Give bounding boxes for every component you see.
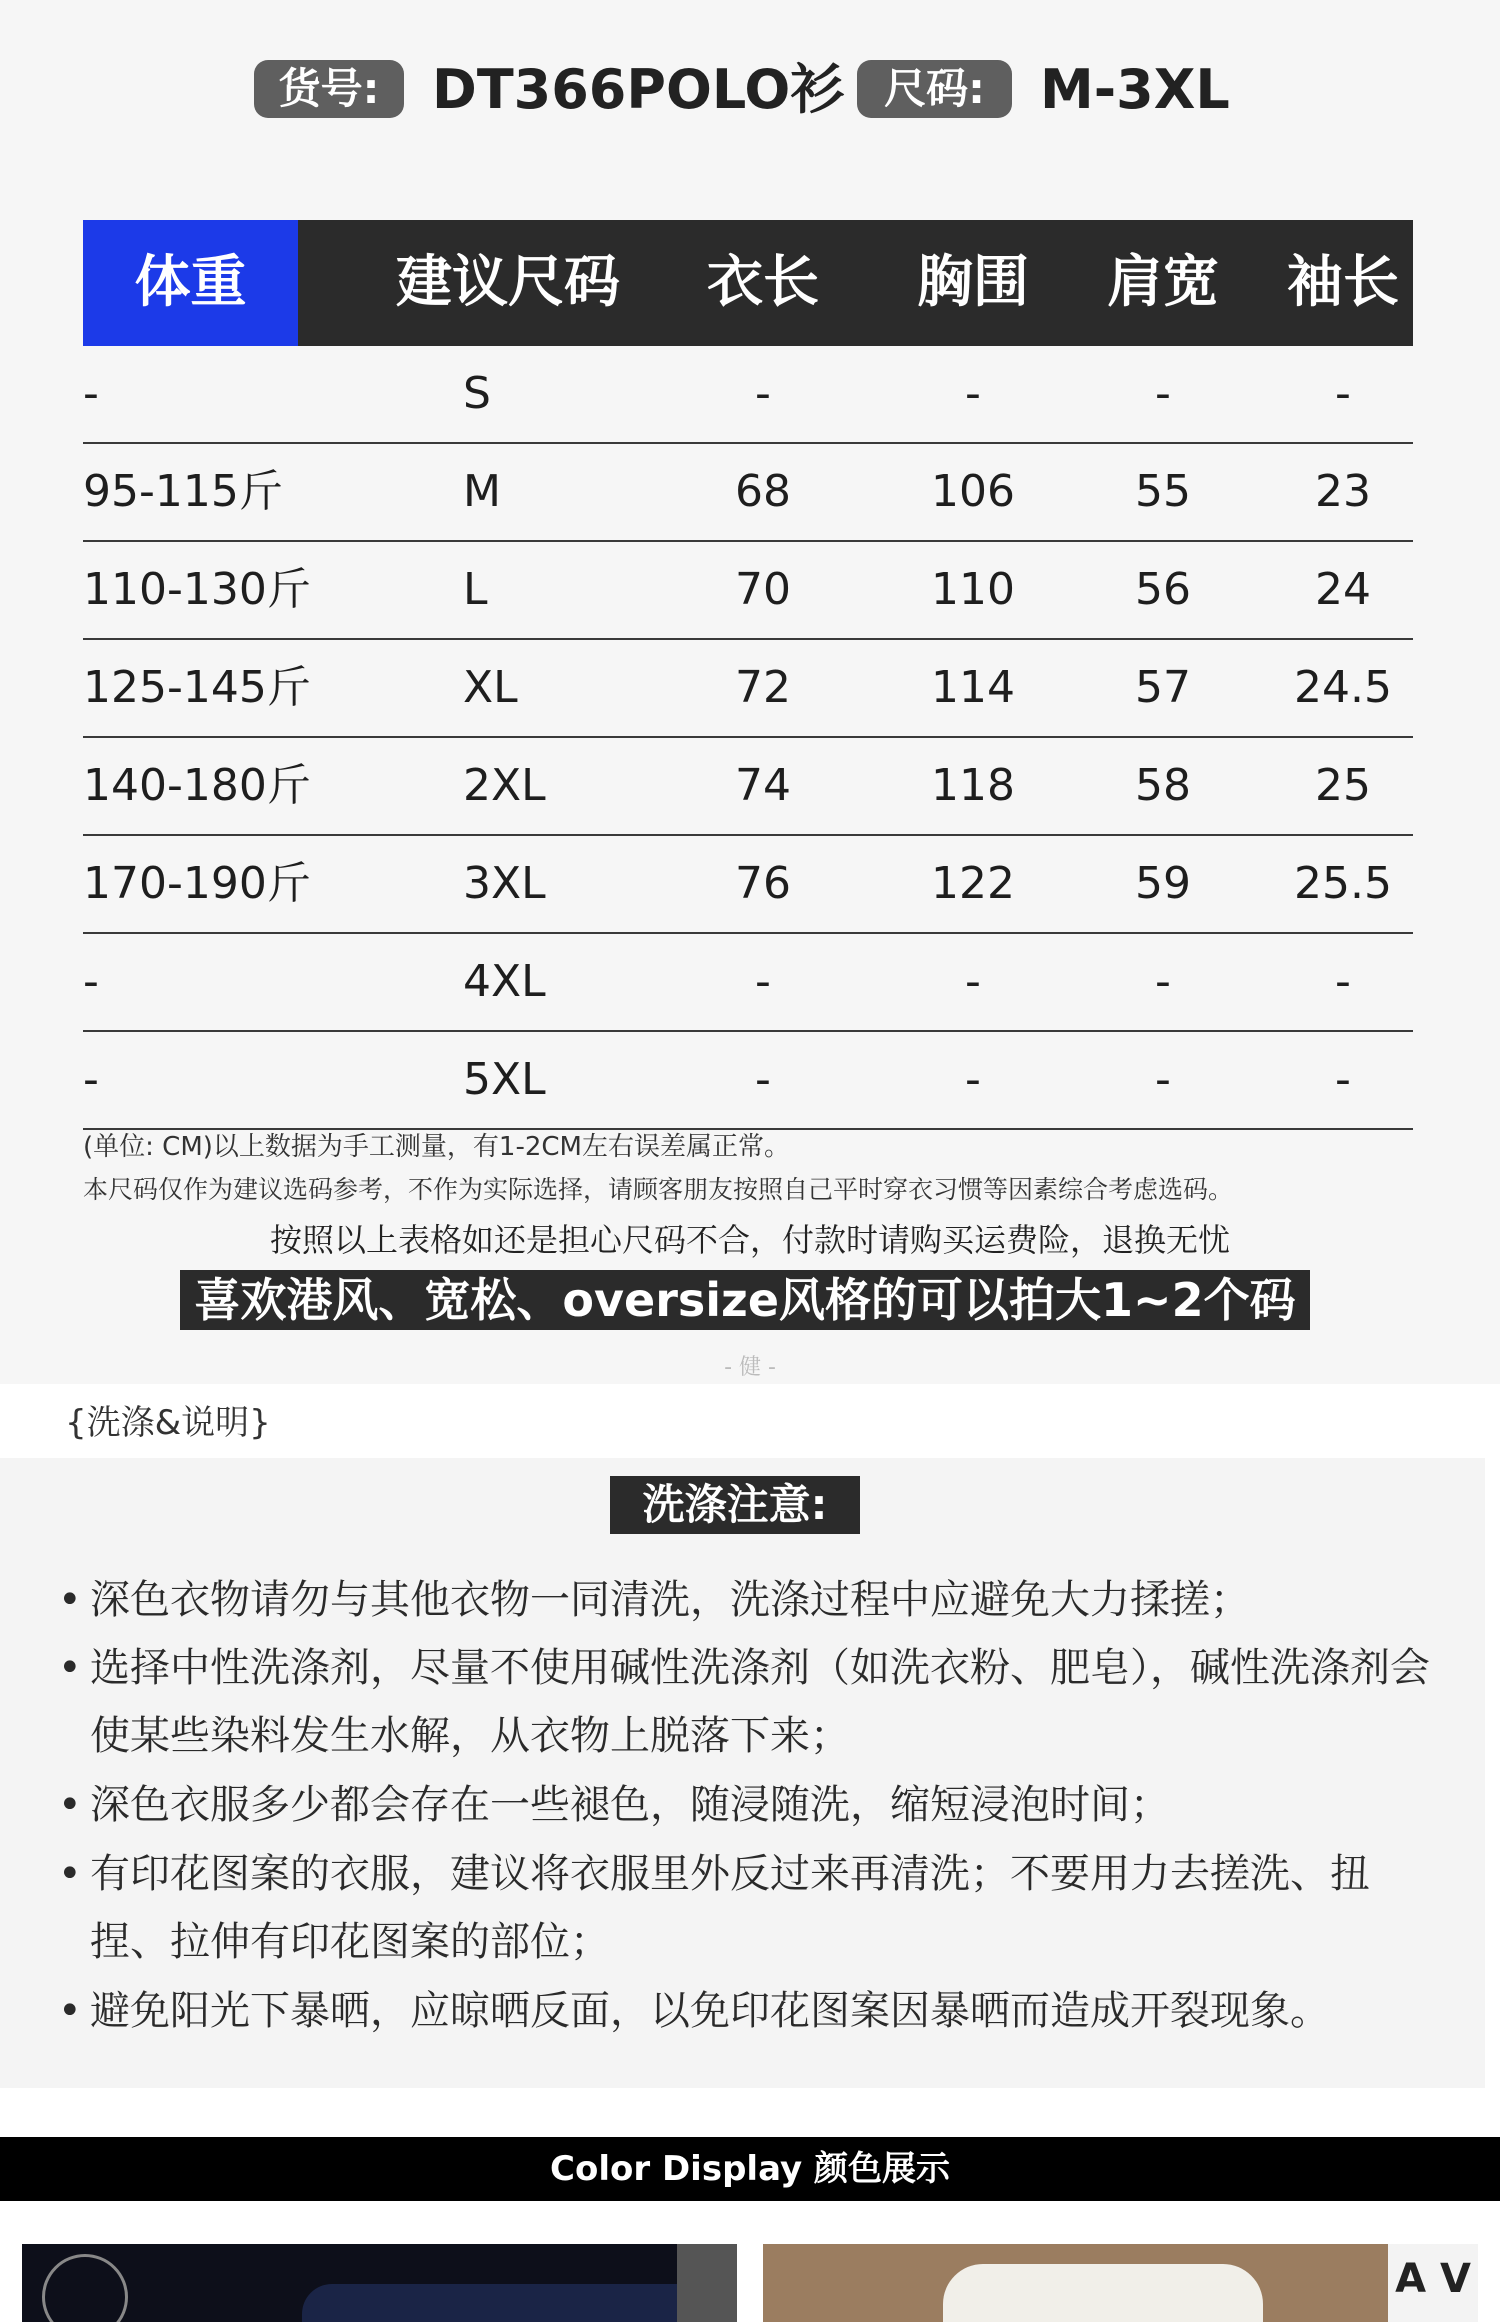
cell-chest: 110 bbox=[931, 564, 1015, 615]
cell-chest: - bbox=[965, 956, 981, 1007]
cell-shoulder: 59 bbox=[1135, 858, 1191, 909]
bullet-icon: • bbox=[58, 1988, 82, 2034]
cell-weight: 125-145斤 bbox=[83, 662, 311, 713]
bullet-icon: • bbox=[58, 1577, 82, 1623]
cell-size: XL bbox=[463, 662, 518, 713]
insurance-note: 按照以上表格如还是担心尺码不合，付款时请购买运费险，退换无忧 bbox=[269, 1221, 1230, 1259]
cell-sleeve: - bbox=[1335, 1054, 1351, 1105]
watermark: - 健 - bbox=[724, 1355, 776, 1380]
wash-item-text: 有印花图案的衣服，建议将衣服里外反过来再清洗；不要用力去搓洗、扭捏、拉伸有印花图案的部位； bbox=[90, 1851, 1370, 1965]
wash-title: 洗涤注意: bbox=[610, 1476, 860, 1534]
table-row bbox=[83, 542, 1413, 640]
cell-size: S bbox=[463, 368, 491, 419]
header-length: 衣长 bbox=[707, 250, 819, 315]
cell-shoulder: 58 bbox=[1135, 760, 1191, 811]
wash-item-text: 深色衣物请勿与其他衣物一同清洗，洗涤过程中应避免大力揉搓； bbox=[90, 1577, 1250, 1623]
cell-sleeve: - bbox=[1335, 368, 1351, 419]
white-shirt-photo bbox=[763, 2244, 1478, 2322]
cell-length: 72 bbox=[735, 662, 791, 713]
cell-sleeve: 24 bbox=[1315, 564, 1371, 615]
cell-chest: 106 bbox=[931, 466, 1015, 517]
header-sleeve: 袖长 bbox=[1287, 250, 1399, 315]
cell-weight: - bbox=[83, 1054, 99, 1105]
cell-length: 74 bbox=[735, 760, 791, 811]
brand-tag: A V bbox=[1388, 2244, 1478, 2322]
wash-item-text: 深色衣服多少都会存在一些褪色，随浸随洗，缩短浸泡时间； bbox=[90, 1782, 1170, 1828]
cell-size: L bbox=[463, 564, 488, 615]
logo-circle-icon bbox=[42, 2254, 128, 2322]
cell-length: - bbox=[755, 956, 771, 1007]
wash-item bbox=[58, 1566, 1430, 1634]
table-row bbox=[83, 1032, 1413, 1130]
table-row bbox=[83, 934, 1413, 1032]
table-row bbox=[83, 738, 1413, 836]
bullet-icon: • bbox=[58, 1851, 82, 1897]
cell-length: 76 bbox=[735, 858, 791, 909]
cell-chest: - bbox=[965, 1054, 981, 1105]
cell-chest: 122 bbox=[931, 858, 1015, 909]
color-display-bar: Color Display 颜色展示 bbox=[0, 2137, 1500, 2201]
cell-shoulder: - bbox=[1155, 368, 1171, 419]
table-row bbox=[83, 346, 1413, 444]
cell-chest: 114 bbox=[931, 662, 1015, 713]
cell-size: M bbox=[463, 466, 501, 517]
cell-weight: 110-130斤 bbox=[83, 564, 311, 615]
cell-weight: - bbox=[83, 368, 99, 419]
bullet-icon: • bbox=[58, 1645, 82, 1691]
cell-chest: - bbox=[965, 368, 981, 419]
size-badge: 尺码: bbox=[857, 60, 1012, 118]
header-suggested-size: 建议尺码 bbox=[396, 250, 620, 315]
wash-item bbox=[58, 1634, 1430, 1770]
cell-size: 4XL bbox=[463, 956, 546, 1007]
size-range-value: M-3XL bbox=[1040, 58, 1230, 121]
cell-shoulder: 57 bbox=[1135, 662, 1191, 713]
cell-sleeve: 23 bbox=[1315, 466, 1371, 517]
cell-sleeve: - bbox=[1335, 956, 1351, 1007]
wash-item-text: 选择中性洗涤剂，尽量不使用碱性洗涤剂（如洗衣粉、肥皂），碱性洗涤剂会使某些染料发生水解，从衣物上脱落下来； bbox=[90, 1645, 1430, 1759]
oversize-tip-bar: 喜欢港风、宽松、oversize风格的可以拍大1~2个码 bbox=[180, 1270, 1310, 1330]
wash-item bbox=[58, 1977, 1430, 2045]
wash-item bbox=[58, 1840, 1430, 1976]
navy-shirt-photo bbox=[22, 2244, 737, 2322]
shirt-collar bbox=[302, 2284, 722, 2322]
size-table bbox=[83, 220, 1413, 1130]
cell-sleeve: 25.5 bbox=[1294, 858, 1392, 909]
cell-length: - bbox=[755, 368, 771, 419]
header-shoulder: 肩宽 bbox=[1107, 250, 1219, 315]
wash-item-text: 避免阳光下暴晒，应晾晒反面，以免印花图案因暴晒而造成开裂现象。 bbox=[90, 1988, 1330, 2034]
cell-weight: 170-190斤 bbox=[83, 858, 311, 909]
cell-length: 70 bbox=[735, 564, 791, 615]
cell-shoulder: 55 bbox=[1135, 466, 1191, 517]
cell-shoulder: - bbox=[1155, 956, 1171, 1007]
table-row bbox=[83, 444, 1413, 542]
table-row bbox=[83, 640, 1413, 738]
item-no-badge: 货号: bbox=[254, 60, 404, 118]
item-no-value: DT366POLO衫 bbox=[432, 58, 845, 121]
cell-weight: 95-115斤 bbox=[83, 466, 283, 517]
product-header bbox=[0, 55, 1500, 125]
cell-sleeve: 24.5 bbox=[1294, 662, 1392, 713]
size-table-header bbox=[83, 220, 1413, 346]
cell-shoulder: 56 bbox=[1135, 564, 1191, 615]
cell-chest: 118 bbox=[931, 760, 1015, 811]
shirt-shape bbox=[943, 2264, 1263, 2322]
cell-length: 68 bbox=[735, 466, 791, 517]
cell-size: 3XL bbox=[463, 858, 546, 909]
cell-length: - bbox=[755, 1054, 771, 1105]
wash-section-label: {洗涤&说明} bbox=[65, 1403, 271, 1443]
header-weight: 体重 bbox=[83, 220, 298, 346]
cell-weight: 140-180斤 bbox=[83, 760, 311, 811]
cell-weight: - bbox=[83, 956, 99, 1007]
wash-item bbox=[58, 1771, 1430, 1839]
photo-corner bbox=[677, 2244, 737, 2322]
cell-size: 5XL bbox=[463, 1054, 546, 1105]
unit-note: (单位: CM)以上数据为手工测量，有1-2CM左右误差属正常。 bbox=[83, 1132, 790, 1162]
cell-sleeve: 25 bbox=[1315, 760, 1371, 811]
table-row bbox=[83, 836, 1413, 934]
bullet-icon: • bbox=[58, 1782, 82, 1828]
cell-size: 2XL bbox=[463, 760, 546, 811]
reference-note: 本尺码仅作为建议选码参考，不作为实际选择，请顾客朋友按照自己平时穿衣习惯等因素综合考虑选码。 bbox=[83, 1175, 1234, 1204]
cell-shoulder: - bbox=[1155, 1054, 1171, 1105]
header-chest: 胸围 bbox=[917, 250, 1029, 315]
